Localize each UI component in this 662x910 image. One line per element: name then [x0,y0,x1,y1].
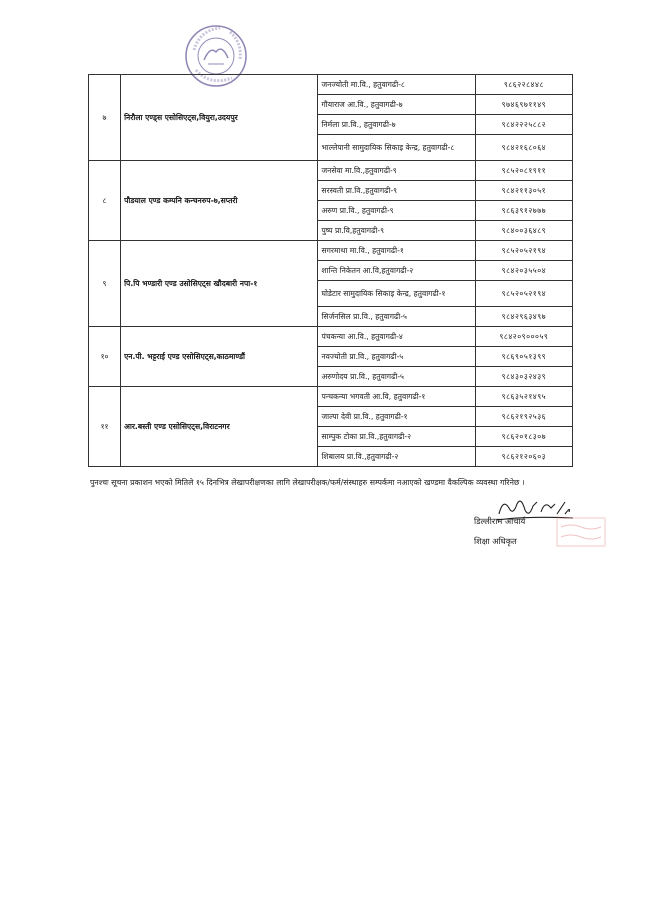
firm-name: पि.पि भण्डारी एण्ड उसोसिएट्स खौदबारी नपा-१ [121,241,318,327]
phone-number: ९८४२११३०५१ [475,181,572,201]
school-name: शान्ति निकेतन आ.वि,हतुवागढी-२ [318,261,475,281]
school-name: पन्चकन्या भगवती आ.वि, हतुवागढी-१ [318,387,475,407]
phone-number: ९८४२९६३४९७ [475,307,572,327]
school-name: साम्पुक टोका प्रा.वि.,हतुवागढी-२ [318,427,475,447]
phone-number: ९८४३०३२४३९ [475,367,572,387]
school-name: जाल्पा देवी प्रा.वि., हतुवागढी-१ [318,407,475,427]
phone-number: ९८५२०५२१९४ [475,241,572,261]
school-name: जनज्योती मा.वि., हतुवागढी-८ [318,75,475,95]
firm-name: निरौला एण्ड्स एसोसिएट्स,वियुरा,उदयपुर [121,75,318,161]
school-name: निर्मला प्रा.वि., हतुवागढी-७ [318,115,475,135]
school-name: अरुणोदय प्रा.वि., हतुवागढी-५ [318,367,475,387]
phone-number: ९८४२०३५५०४ [475,261,572,281]
auditor-assignment-table [88,74,573,467]
phone-number: ९८४२२२५८८२ [475,115,572,135]
phone-number: ९८४००३६४८९ [475,221,572,241]
phone-number: ९८६३९१२७७७ [475,201,572,221]
phone-number: ९८४२१६८०६४ [475,135,572,161]
phone-number: ९८६२२८४४८ [475,75,572,95]
phone-number: ९८४२०९०००५९ [475,327,572,347]
official-stamp [556,517,606,547]
school-name: सिर्जनसिल प्रा.वि., हतुवागढी-५ [318,307,475,327]
table-body [89,75,573,467]
firm-name: पौडयाल एण्ड कम्पनि कन्चनरुप-७,सप्तरी [121,161,318,241]
phone-number: ९८६२०१८३०७ [475,427,572,447]
school-name: घोडेटार सामुदायिक सिकाइ केन्द्र, हतुवागढी-१ [318,281,475,307]
school-name: नवज्योती प्रा.वि., हतुवागढी-५ [318,347,475,367]
school-name: पुष्प प्रा.वि,हतुवागढी-९ [318,221,475,241]
postscript-note: पुनश्चः सूचना प्रकाशन भएको मितिले १५ दिनभित्र लेखापरीक्षणका लागि लेखापरीक्षक/फर्म/संस्थाहरु सम्पर्कमा नआएको खण्डमा वैकल्पिक व्यवस्था गरिनेछ । [90,478,525,487]
school-name: सगरमाथा मा.वि., हतुवागढी-१ [318,241,475,261]
phone-number: ९८६३५२१४९५ [475,387,572,407]
school-name: जनसेवा मा.वि.,हतुवागढी-९ [318,161,475,181]
group-number: ७ [89,75,121,161]
group-number: ८ [89,161,121,241]
group-number: १० [89,327,121,387]
firm-name: आर.बस्ती एण्ड एसोसिएट्स,विराटनगर [121,387,318,467]
signatory-title: शिक्षा अधिकृत [474,536,517,546]
firm-name: एन.पी. भट्टराई एण्ड एसोसिएट्स,काठमाण्डौं [121,327,318,387]
school-name: सरस्वती प्रा.वि.,हतुवागढी-९ [318,181,475,201]
school-name: अरुण प्रा.वि., हतुवागढी-९ [318,201,475,221]
phone-number: ९८६९०५१३९९ [475,347,572,367]
school-name: शिबालय प्रा.वि.,हतुवागढी-२ [318,447,475,467]
school-name: गौयाराज आ.वि., हतुवागढी-७ [318,95,475,115]
phone-number: ९८५२०५२१९४ [475,281,572,307]
school-name: पंचकन्या आ.वि., हतुवागढी-४ [318,327,475,347]
phone-number: ९८६२१९२५३६ [475,407,572,427]
phone-number: ९७४६९७११४९ [475,95,572,115]
group-number: ९ [89,241,121,327]
signatory-name: डिल्लीराम आचार्य [474,516,526,526]
phone-number: ९८६२१२०६०३ [475,447,572,467]
school-name: भाल्लेपानी सामुदायिक सिकाइ केन्द्र, हतुवागढी-८ [318,135,475,161]
group-number: ११ [89,387,121,467]
phone-number: ९८५२०८१९११ [475,161,572,181]
